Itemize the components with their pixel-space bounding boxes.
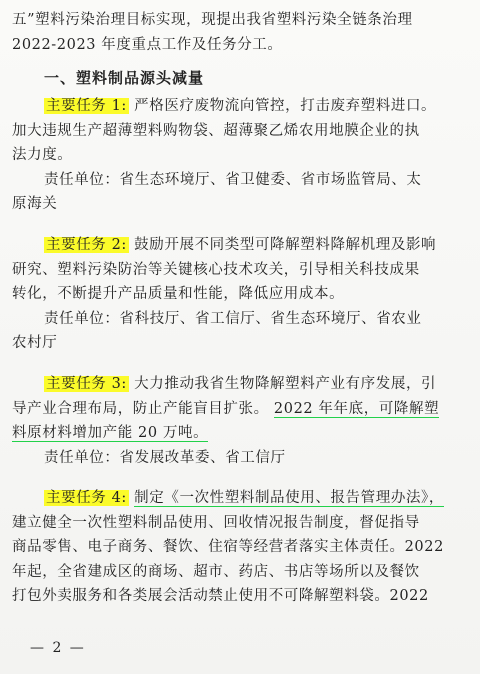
task-1-line-3: 法力度。 (12, 147, 73, 164)
task-2-responsible-2: 农村厅 (12, 335, 58, 352)
task-2-line-3: 转化，不断提升产品质量和性能，降低应用成本。 (12, 286, 345, 303)
intro-line-1: 五”塑料污染治理目标实现，现提出我省塑料污染全链条治理 (12, 12, 413, 28)
task-4-line-1: 制定《一次性塑料制品使用、报告管理办法》， (134, 490, 444, 506)
task-3 (12, 372, 470, 470)
task-1-line-1: 严格医疗废物流向管控，打击废弃塑料进口。 (134, 98, 437, 114)
task-3-line-2a: 导产业合理布局，防止产能盲目扩张。 (12, 400, 269, 417)
intro-paragraph (12, 8, 470, 57)
task-1-responsible-2: 原海关 (12, 196, 58, 213)
task-1-label: 主要任务 1: (46, 98, 127, 114)
task-2 (12, 233, 470, 356)
intro-line-2: 2022-2023 年度重点工作及任务分工。 (12, 36, 283, 53)
task-3-line-1: 大力推动我省生物降解塑料产业有序发展，引 (134, 376, 437, 392)
task-1 (12, 94, 470, 217)
task-4-label: 主要任务 4: (46, 490, 127, 506)
task-4-line-5: 打包外卖服务和各类展会活动禁止使用不可降解塑料袋。2022 (12, 588, 429, 605)
task-4 (12, 486, 470, 609)
task-4-line-4: 年起，全省建成区的商场、超市、药店、书店等场所以及餐饮 (12, 563, 420, 580)
task-2-line-1: 鼓励开展不同类型可降解塑料降解机理及影响 (134, 237, 437, 253)
task-3-label: 主要任务 3: (46, 376, 127, 392)
task-4-line-2: 建立健全一次性塑料制品使用、回收情况报告制度，督促指导 (12, 514, 420, 531)
task-3-line-2b: 2022 年年底，可降解塑 (273, 400, 440, 417)
task-1-responsible-1: 责任单位：省生态环境厅、省卫健委、省市场监管局、太 (44, 171, 422, 188)
section-heading: 一、塑料制品源头减量 (44, 69, 205, 87)
task-3-responsible-1: 责任单位：省发展改革委、省工信厅 (44, 449, 286, 466)
task-2-line-2: 研究、塑料污染防治等关键核心技术攻关，引导相关科技成果 (12, 261, 420, 278)
page-number: — 2 — (30, 640, 86, 656)
task-2-label: 主要任务 2: (46, 237, 127, 253)
task-4-line-3: 商品零售、电子商务、餐饮、住宿等经营者落实主体责任。2022 (12, 539, 444, 556)
task-3-line-3: 料原材料增加产能 20 万吨。 (12, 425, 209, 442)
task-2-responsible-1: 责任单位：省科技厅、省工信厅、省生态环境厅、省农业 (44, 310, 422, 327)
task-1-line-2: 加大违规生产超薄塑料购物袋、超薄聚乙烯农用地膜企业的执 (12, 122, 420, 139)
